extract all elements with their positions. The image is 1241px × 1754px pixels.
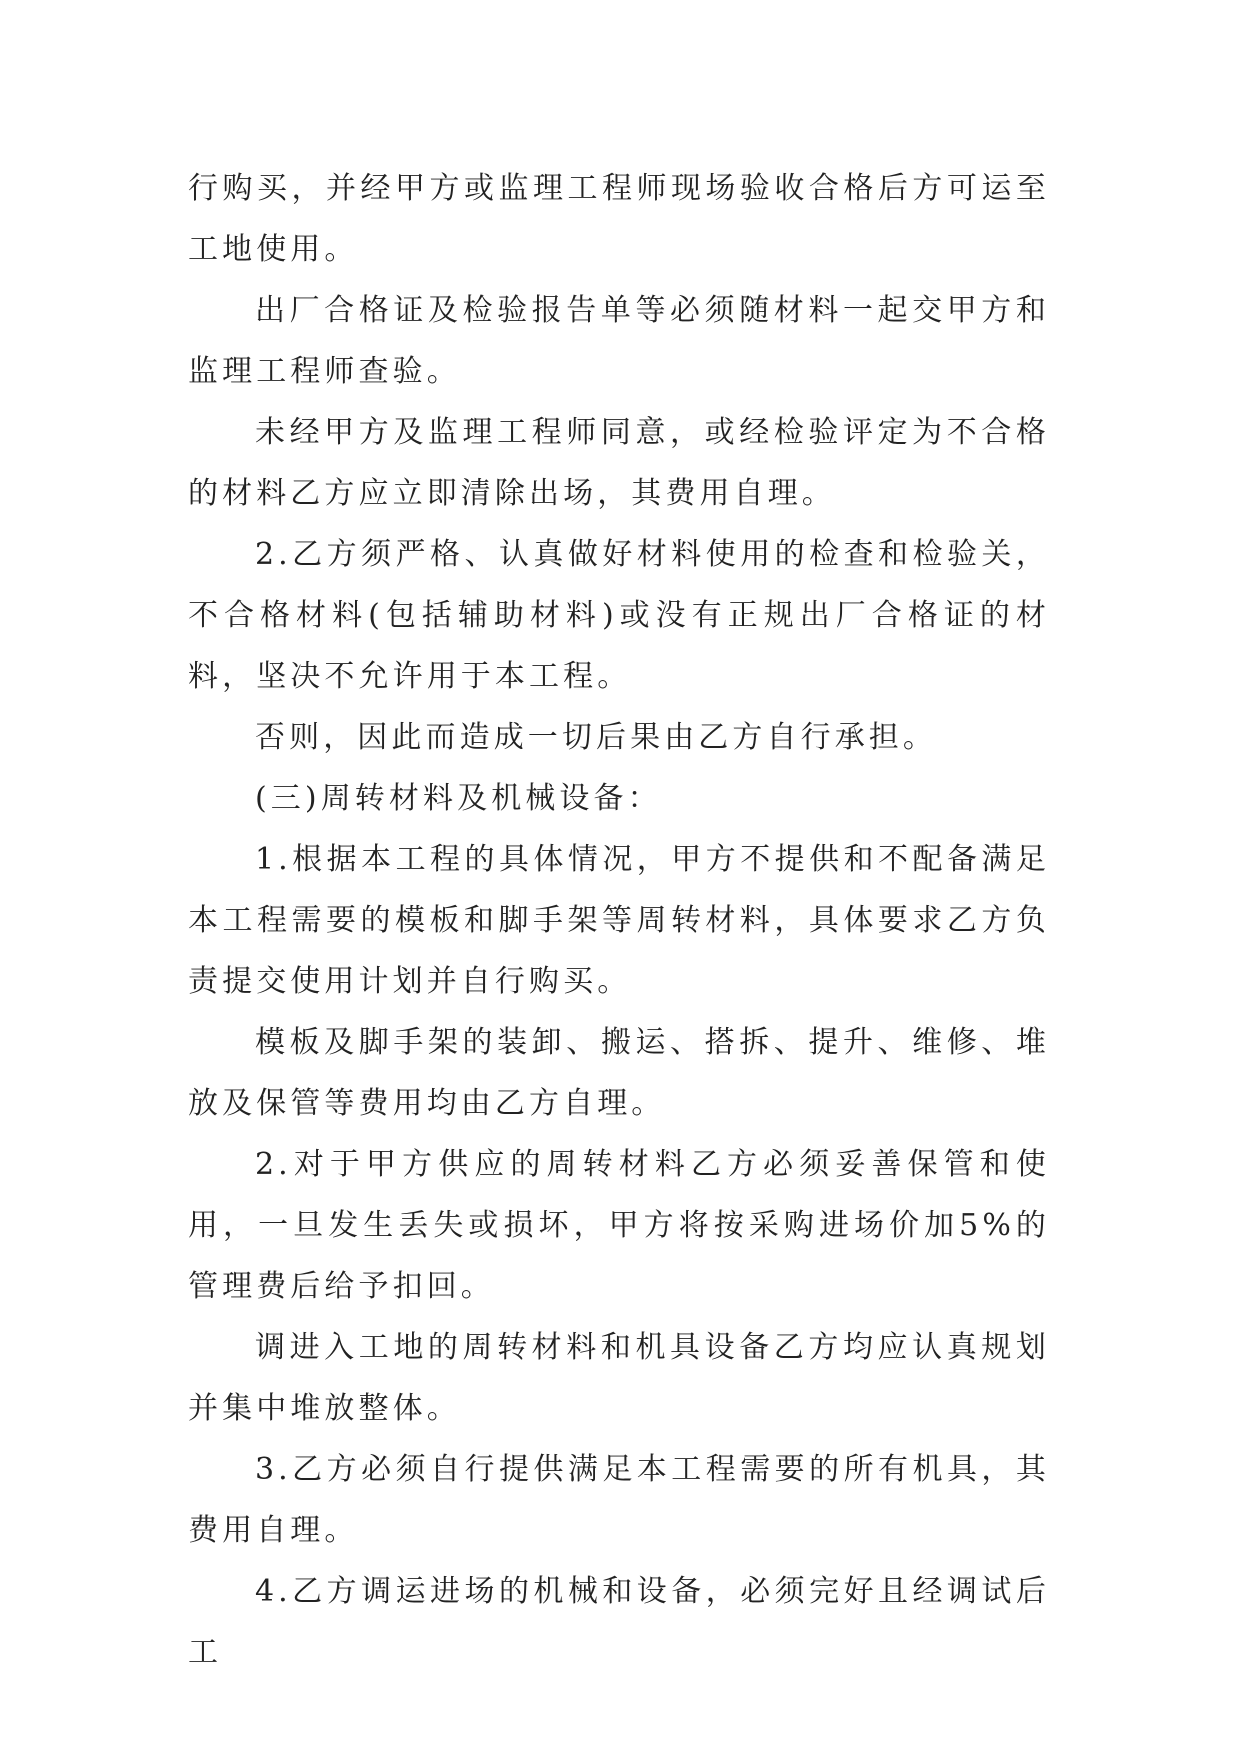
paragraph-formwork-costs: 模板及脚手架的装卸、搬运、搭拆、提升、维修、堆放及保管等费用均由乙方自理。	[188, 1025, 1050, 1121]
paragraph-certificates: 出厂合格证及检验报告单等必须随材料一起交甲方和监理工程师查验。	[188, 293, 1050, 389]
paragraph-consequences: 否则，因此而造成一切后果由乙方自行承担。	[255, 720, 937, 755]
section-heading-3: (三)周转材料及机械设备：	[255, 781, 662, 816]
paragraph-continuation: 行购买，并经甲方或监理工程师现场验收合格后方可运至工地使用。	[188, 171, 1050, 267]
paragraph-item-3-machinery: 3.乙方必须自行提供满足本工程需要的所有机具，其费用自理。	[188, 1452, 1050, 1548]
document-body	[188, 158, 1050, 1683]
paragraph-unqualified-materials: 未经甲方及监理工程师同意，或经检验评定为不合格的材料乙方应立即清除出场，其费用自理。	[188, 415, 1050, 511]
paragraph-item-1-formwork: 1.根据本工程的具体情况，甲方不提供和不配备满足本工程需要的模板和脚手架等周转材料，具体要求乙方负责提交使用计划并自行购买。	[188, 842, 1050, 999]
paragraph-item-4-equipment: 4.乙方调运进场的机械和设备，必须完好且经调试后工	[188, 1574, 1050, 1670]
paragraph-storage: 调进入工地的周转材料和机具设备乙方均应认真规划并集中堆放整体。	[188, 1330, 1050, 1426]
paragraph-item-2-inspection: 2.乙方须严格、认真做好材料使用的检查和检验关，不合格材料(包括辅助材料)或没有正规出厂合格证的材料，坚决不允许用于本工程。	[188, 537, 1050, 694]
paragraph-item-2-supplied-materials: 2.对于甲方供应的周转材料乙方必须妥善保管和使用，一旦发生丢失或损坏，甲方将按采购进场价加5%的管理费后给予扣回。	[188, 1147, 1050, 1304]
